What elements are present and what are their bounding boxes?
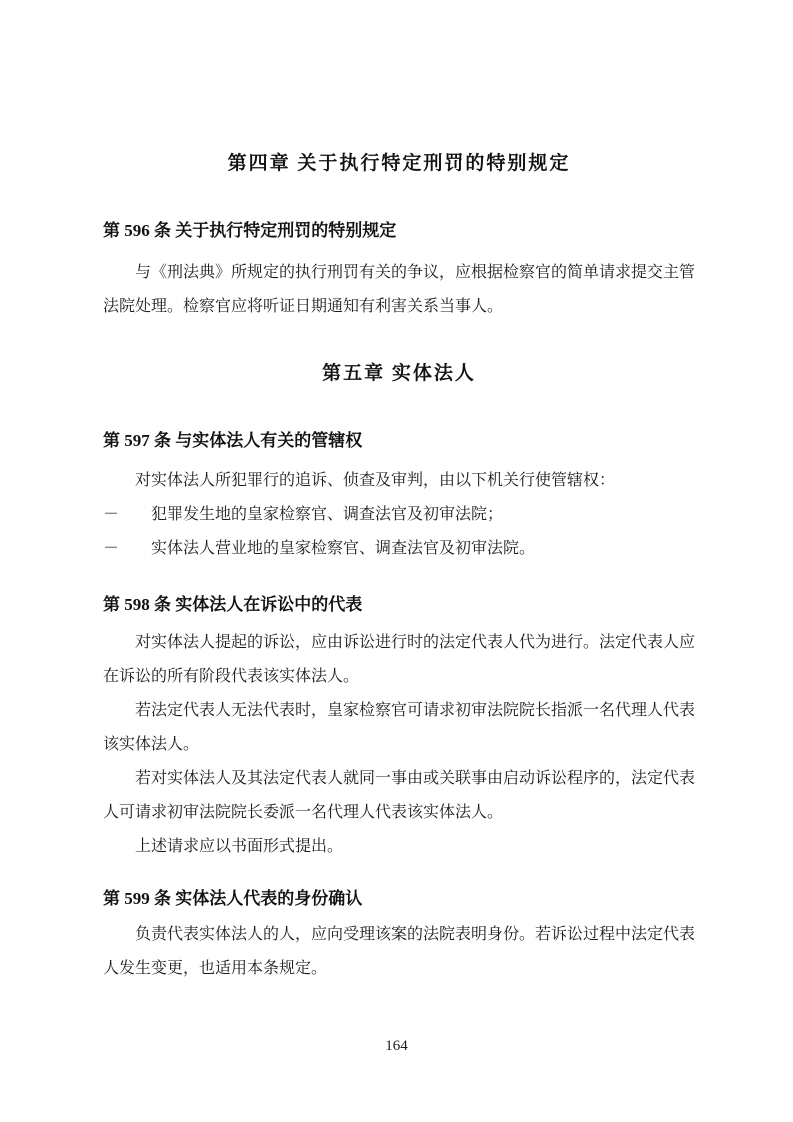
article-597-list-item-1 [103, 498, 695, 532]
dash-marker: － [103, 540, 120, 557]
list-item-text: 犯罪发生地的皇家检察官、调查法官及初审法院； [151, 506, 504, 523]
article-597-intro-paragraph: 对实体法人所犯罪行的追诉、侦查及审判，由以下机关行使管辖权： [135, 472, 616, 489]
article-598-heading: 第 598 条 实体法人在诉讼中的代表 [103, 595, 363, 614]
article-597-list-item-2 [103, 532, 695, 566]
article-599-heading: 第 599 条 实体法人代表的身份确认 [103, 889, 363, 908]
article-598-paragraph-4: 上述请求应以书面形式提出。 [135, 838, 344, 855]
chapter-4-title: 第四章 关于执行特定刑罚的特别规定 [227, 153, 571, 174]
article-598-paragraph-3: 若对实体法人及其法定代表人就同一事由或关联事由启动诉讼程序的，法定代表人可请求初审法院院长委派一名代理人代表该实体法人。 [103, 770, 696, 821]
list-item-text: 实体法人营业地的皇家检察官、调查法官及初审法院。 [151, 540, 536, 557]
article-598-paragraph-1: 对实体法人提起的诉讼，应由诉讼进行时的法定代表人代为进行。法定代表人应在诉讼的所有阶段代表该实体法人。 [103, 634, 696, 685]
article-598-paragraph-2: 若法定代表人无法代表时，皇家检察官可请求初审法院院长指派一名代理人代表该实体法人。 [103, 702, 696, 753]
chapter-5-title: 第五章 实体法人 [322, 363, 476, 384]
article-596-paragraph: 与《刑法典》所规定的执行刑罚有关的争议，应根据检察官的简单请求提交主管法院处理。检察官应将听证日期通知有利害关系当事人。 [103, 264, 696, 315]
article-596-heading: 第 596 条 关于执行特定刑罚的特别规定 [103, 221, 397, 240]
article-597-heading: 第 597 条 与实体法人有关的管辖权 [103, 431, 363, 450]
dash-marker: － [103, 506, 120, 523]
article-599-paragraph: 负责代表实体法人的人，应向受理该案的法院表明身份。若诉讼过程中法定代表人发生变更，也适用本条规定。 [103, 926, 696, 977]
page-content [103, 0, 695, 986]
page-number: 164 [385, 1038, 408, 1054]
